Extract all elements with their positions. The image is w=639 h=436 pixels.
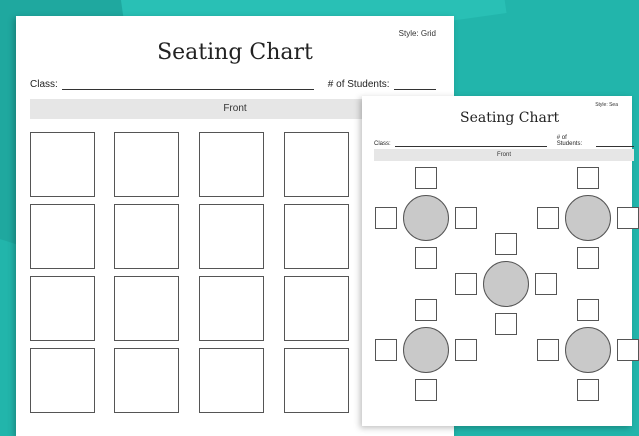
students-field-line <box>394 89 436 90</box>
students-field-line <box>596 146 634 147</box>
class-field-line <box>62 89 314 90</box>
seat <box>455 273 477 295</box>
round-table <box>565 195 611 241</box>
seat <box>577 167 599 189</box>
front-bar: Front <box>374 149 634 161</box>
seat <box>495 313 517 335</box>
round-table <box>483 261 529 307</box>
desk <box>114 348 179 413</box>
students-label: # of Students: <box>327 79 390 90</box>
desk <box>30 204 95 269</box>
desk <box>114 204 179 269</box>
round-table <box>403 195 449 241</box>
seat <box>537 207 559 229</box>
round-table <box>403 327 449 373</box>
desk <box>30 132 95 197</box>
seat <box>617 339 639 361</box>
seat <box>415 379 437 401</box>
desk <box>284 132 349 197</box>
desk <box>199 348 264 413</box>
style-label: Style: Sea <box>595 102 618 108</box>
desk <box>284 348 349 413</box>
seat <box>577 379 599 401</box>
students-label: # of Students: <box>556 135 583 147</box>
page-title: Seating Chart <box>460 110 560 126</box>
class-label: Class: <box>374 141 391 147</box>
seat <box>617 207 639 229</box>
desk <box>284 204 349 269</box>
seat <box>455 339 477 361</box>
info-row <box>30 79 436 90</box>
seat <box>375 207 397 229</box>
desk <box>30 276 95 341</box>
desk <box>284 276 349 341</box>
seat <box>535 273 557 295</box>
desk <box>199 204 264 269</box>
style-label: Style: Grid <box>398 29 436 38</box>
desk <box>114 132 179 197</box>
desk <box>199 276 264 341</box>
seat <box>455 207 477 229</box>
front-bar: Front <box>30 99 440 119</box>
seat <box>537 339 559 361</box>
seat <box>415 247 437 269</box>
page-title: Seating Chart <box>157 40 313 65</box>
desk <box>114 276 179 341</box>
seat <box>577 247 599 269</box>
class-label: Class: <box>30 79 58 90</box>
round-table-seating-chart-sheet <box>362 96 632 426</box>
class-field-line <box>395 146 547 147</box>
seat <box>495 233 517 255</box>
seat <box>577 299 599 321</box>
desk <box>30 348 95 413</box>
round-table <box>565 327 611 373</box>
seat <box>375 339 397 361</box>
seat <box>415 167 437 189</box>
seat <box>415 299 437 321</box>
desk <box>199 132 264 197</box>
info-row <box>374 135 634 147</box>
